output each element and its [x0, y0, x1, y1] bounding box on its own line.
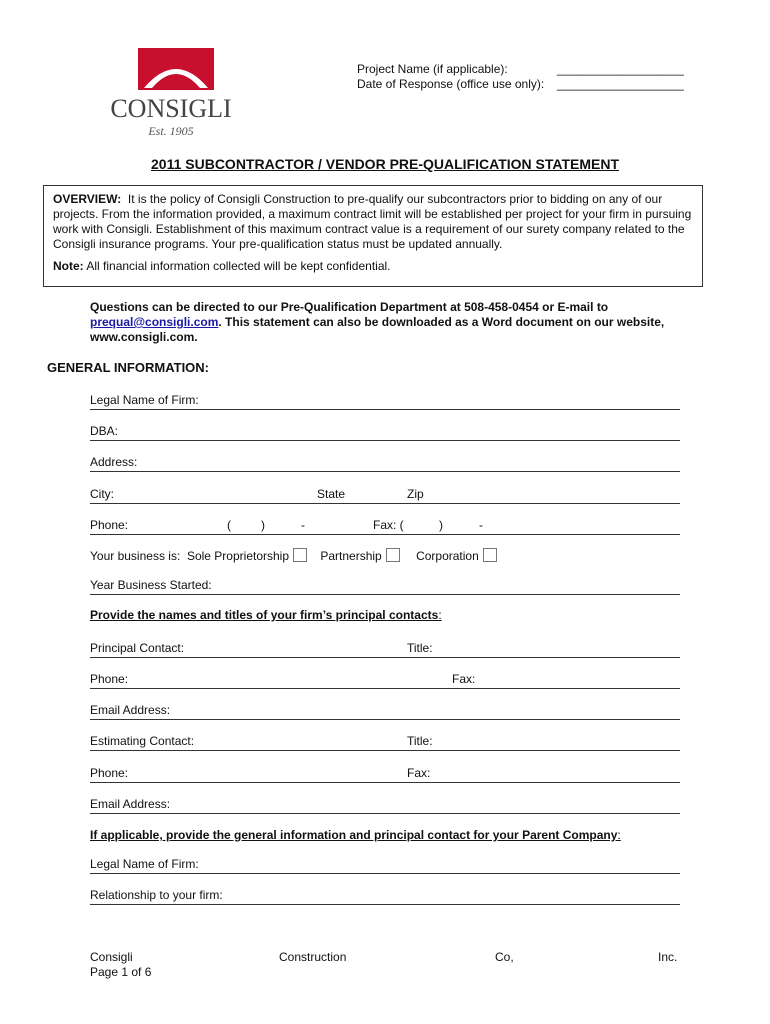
principal-contact-label: Principal Contact:: [90, 641, 185, 655]
address-label: Address:: [90, 455, 138, 469]
note-text: All financial information collected will be kept confidential.: [86, 259, 391, 273]
estimating-phone-field[interactable]: [90, 764, 680, 783]
estimating-contact-field[interactable]: [90, 732, 680, 751]
overview-box: [43, 185, 703, 287]
year-started-field[interactable]: [90, 576, 680, 595]
date-response-label: Date of Response (office use only):: [357, 77, 545, 91]
parent-legal-name-field[interactable]: [90, 855, 680, 874]
principal-email-field[interactable]: [90, 701, 680, 720]
sole-proprietorship-checkbox[interactable]: [293, 548, 307, 562]
parent-heading-colon: :: [617, 828, 621, 842]
fax-dash: -: [479, 518, 483, 532]
corporation-checkbox[interactable]: [483, 548, 497, 562]
business-type-row: [90, 548, 497, 563]
date-response-row: [357, 77, 544, 92]
phone-label: Phone:: [90, 518, 129, 532]
principal-phone-field[interactable]: [90, 670, 680, 689]
contacts-heading: [90, 608, 442, 622]
logo-est: Est. 1905: [148, 124, 194, 138]
state-label: State: [317, 487, 346, 501]
fax-paren-close: ): [439, 518, 443, 532]
note-label: Note:: [53, 259, 84, 273]
fax-label: Fax: (: [373, 518, 404, 532]
note-paragraph: [53, 259, 693, 274]
contacts-heading-text: Provide the names and titles of your firm’s principal contacts: [90, 608, 439, 622]
zip-label: Zip: [407, 487, 424, 501]
dba-label: DBA:: [90, 424, 119, 438]
overview-paragraph: [53, 192, 693, 252]
phone-paren-close: ): [261, 518, 265, 532]
logo-wordmark: CONSIGLI: [110, 94, 232, 123]
overview-text: It is the policy of Consigli Construction to pre-qualify our subcontractors prior to bidding on any of our projects. From the information provided, a maximum contract limit will be established per project for your firm in pursuing work with Consigli. Establishment of this maximum contract value is a requirement of our surety company related to the Consigli insurance programs. Your pre-qualification status must be updated annually.: [53, 192, 692, 251]
prequal-email-link[interactable]: prequal@consigli.com: [90, 315, 219, 329]
estimating-fax-label: Fax:: [407, 766, 431, 780]
legal-name-field[interactable]: [90, 391, 680, 410]
page-title: 2011 SUBCONTRACTOR / VENDOR PRE-QUALIFICATION STATEMENT: [151, 156, 619, 172]
parent-relationship-field[interactable]: [90, 886, 680, 905]
footer-page-number: Page 1 of 6: [90, 965, 152, 979]
project-name-label: Project Name (if applicable):: [357, 62, 508, 76]
parent-relationship-label: Relationship to your firm:: [90, 888, 223, 902]
project-name-blank[interactable]: ___________________: [557, 62, 684, 76]
principal-email-label: Email Address:: [90, 703, 171, 717]
estimating-email-label: Email Address:: [90, 797, 171, 811]
city-state-zip-field[interactable]: [90, 485, 680, 504]
estimating-email-field[interactable]: [90, 795, 680, 814]
principal-phone-label: Phone:: [90, 672, 129, 686]
phone-paren-open: (: [227, 518, 231, 532]
contacts-heading-colon: :: [438, 608, 442, 622]
year-started-label: Year Business Started:: [90, 578, 212, 592]
estimating-contact-label: Estimating Contact:: [90, 734, 195, 748]
questions-text-1: Questions can be directed to our Pre-Qualification Department at 508-458-0454 or E-mail to: [90, 300, 609, 314]
principal-fax-label: Fax:: [452, 672, 476, 686]
legal-name-label: Legal Name of Firm:: [90, 393, 199, 407]
project-name-row: [357, 62, 508, 77]
logo-arch-icon: [138, 48, 214, 90]
parent-heading-text: If applicable, provide the general information and principal contact for your Parent Company: [90, 828, 618, 842]
principal-title-label: Title:: [407, 641, 433, 655]
corporation-label: Corporation: [416, 549, 479, 563]
partnership-label: Partnership: [320, 549, 382, 563]
consigli-logo: [108, 46, 234, 141]
dba-field[interactable]: [90, 422, 680, 441]
footer-inc: Inc.: [658, 950, 678, 964]
partnership-checkbox[interactable]: [386, 548, 400, 562]
footer-co: Co,: [495, 950, 514, 964]
sole-proprietorship-label: Sole Proprietorship: [186, 549, 290, 563]
phone-dash: -: [301, 518, 305, 532]
footer-consigli: Consigli: [90, 950, 133, 964]
questions-text-2: . This statement can also be downloaded as a Word document on our website, www.consigli.com.: [90, 315, 665, 344]
footer-construction: Construction: [279, 950, 347, 964]
estimating-title-label: Title:: [407, 734, 433, 748]
principal-contact-field[interactable]: [90, 639, 680, 658]
parent-legal-name-label: Legal Name of Firm:: [90, 857, 199, 871]
address-field[interactable]: [90, 453, 680, 472]
overview-label: OVERVIEW:: [53, 192, 122, 206]
questions-paragraph: [90, 300, 710, 345]
general-info-heading: GENERAL INFORMATION:: [47, 360, 210, 375]
estimating-phone-label: Phone:: [90, 766, 129, 780]
city-label: City:: [90, 487, 114, 501]
business-type-label: Your business is:: [90, 549, 181, 563]
date-response-blank[interactable]: ___________________: [557, 77, 684, 91]
phone-fax-field[interactable]: [90, 516, 680, 535]
parent-heading: [90, 828, 621, 842]
